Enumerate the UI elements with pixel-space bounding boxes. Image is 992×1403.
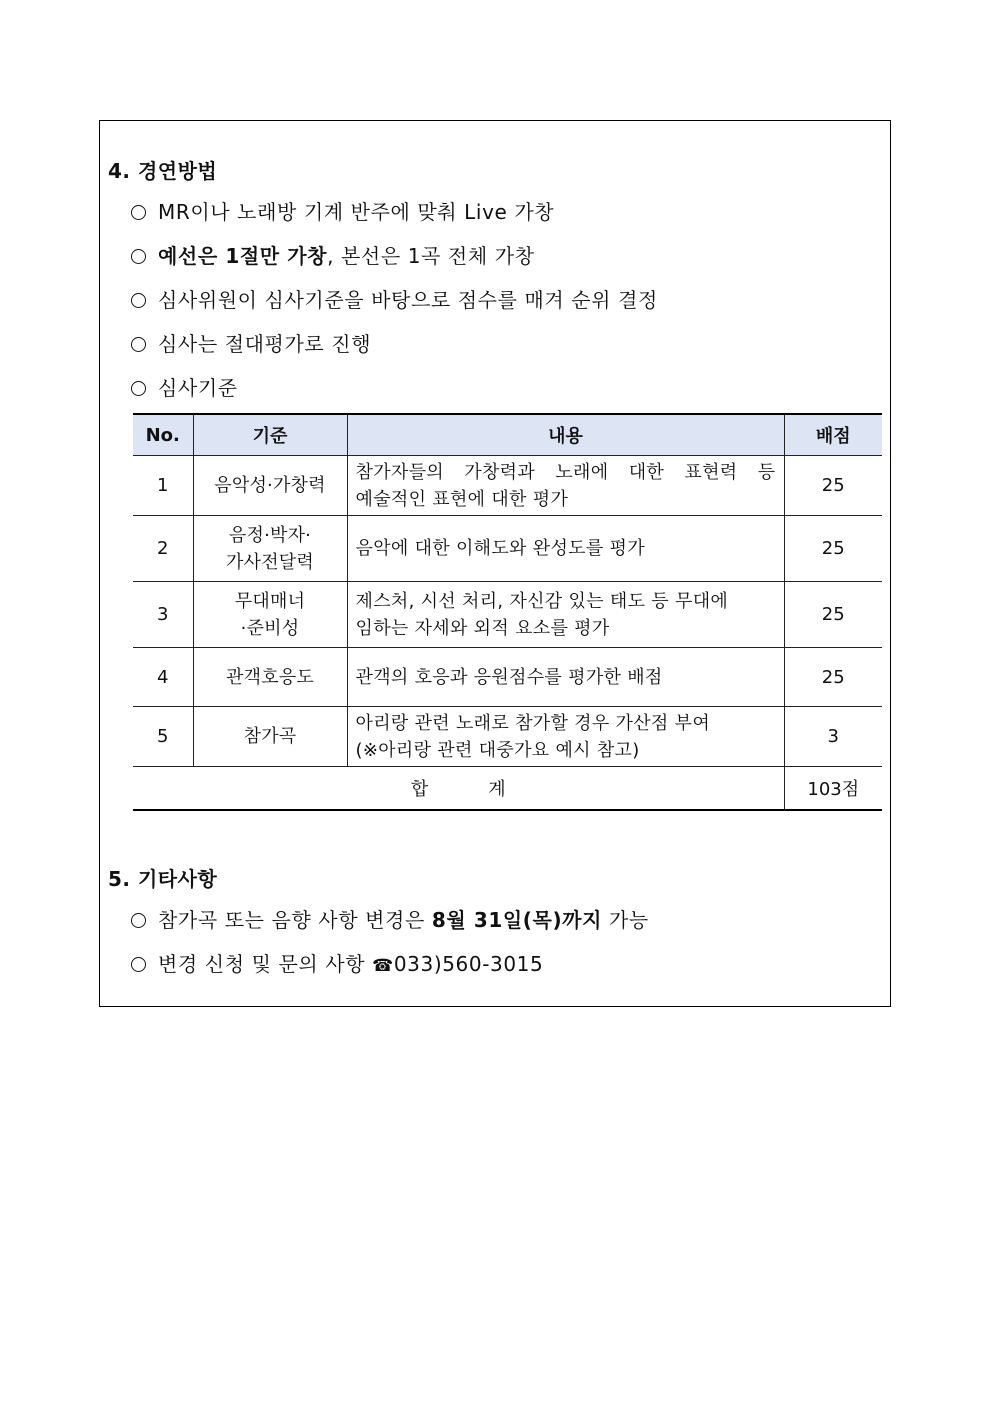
cell-content: 아리랑 관련 노래로 참가할 경우 가산점 부여 (※아리랑 관련 대중가요 예시 참고)	[347, 707, 784, 767]
header-content: 내용	[347, 414, 784, 456]
table-header-row	[133, 414, 882, 456]
bullet-bold-date: 8월 31일(목)까지	[431, 908, 603, 932]
cell-no: 1	[133, 456, 193, 516]
bullet-absolute-evaluation	[131, 328, 371, 357]
table-total-row	[133, 767, 882, 811]
bullet-preliminary-rule	[131, 240, 535, 269]
header-score: 배점	[784, 414, 882, 456]
cell-criteria: 음악성·가창력	[193, 456, 347, 516]
cell-criteria: 참가곡	[193, 707, 347, 767]
cell-criteria: 음정·박자· 가사전달력	[193, 516, 347, 582]
cell-no: 4	[133, 648, 193, 707]
cell-content: 참가자들의 가창력과 노래에 대한 표현력 등 예술적인 표현에 대한 평가	[347, 456, 784, 516]
table-row	[133, 707, 882, 767]
criteria-table	[133, 413, 882, 811]
table-row	[133, 648, 882, 707]
circle-bullet-icon	[131, 381, 146, 396]
circle-bullet-icon	[131, 205, 146, 220]
bullet-text: MR이나 노래방 기계 반주에 맞춰 Live 가창	[158, 200, 555, 224]
bullet-contact	[131, 948, 543, 977]
cell-criteria: 무대매너 ·준비성	[193, 582, 347, 648]
cell-content: 관객의 호응과 응원점수를 평가한 배점	[347, 648, 784, 707]
bullet-text: 참가곡 또는 음향 사항 변경은	[158, 908, 432, 932]
notice-box	[99, 120, 891, 1007]
header-criteria: 기준	[193, 414, 347, 456]
phone-number: 033)560-3015	[393, 952, 544, 976]
circle-bullet-icon	[131, 249, 146, 264]
bullet-text: , 본선은 1곡 전체 가창	[327, 244, 535, 268]
bullet-live-singing	[131, 196, 554, 225]
cell-no: 5	[133, 707, 193, 767]
cell-content: 제스처, 시선 처리, 자신감 있는 태도 등 무대에 임하는 자세와 외적 요소를 평가	[347, 582, 784, 648]
phone-icon: ☎	[372, 956, 394, 976]
table-row	[133, 582, 882, 648]
cell-score: 25	[784, 648, 882, 707]
cell-no: 2	[133, 516, 193, 582]
circle-bullet-icon	[131, 337, 146, 352]
cell-no: 3	[133, 582, 193, 648]
bullet-text: 변경 신청 및 문의 사항	[158, 952, 373, 976]
section-5-heading: 5. 기타사항	[108, 867, 218, 891]
cell-score: 25	[784, 516, 882, 582]
bullet-text: 심사는 절대평가로 진행	[158, 332, 372, 356]
section-4-heading: 4. 경연방법	[108, 159, 218, 183]
total-label: 합 계	[133, 767, 784, 811]
cell-criteria: 관객호응도	[193, 648, 347, 707]
bullet-judging-ranking	[131, 284, 658, 313]
bullet-text: 가능	[602, 908, 649, 932]
bullet-judging-criteria	[131, 372, 238, 401]
header-no: No.	[133, 414, 193, 456]
total-score: 103점	[784, 767, 882, 811]
circle-bullet-icon	[131, 957, 146, 972]
bullet-text: 심사위원이 심사기준을 바탕으로 점수를 매겨 순위 결정	[158, 288, 658, 312]
circle-bullet-icon	[131, 913, 146, 928]
bullet-change-deadline	[131, 904, 649, 933]
cell-score: 25	[784, 456, 882, 516]
cell-score: 3	[784, 707, 882, 767]
cell-content: 음악에 대한 이해도와 완성도를 평가	[347, 516, 784, 582]
cell-score: 25	[784, 582, 882, 648]
table-row	[133, 516, 882, 582]
table-row	[133, 456, 882, 516]
bullet-bold-text: 예선은 1절만 가창	[158, 244, 328, 268]
circle-bullet-icon	[131, 293, 146, 308]
bullet-text: 심사기준	[158, 376, 238, 400]
